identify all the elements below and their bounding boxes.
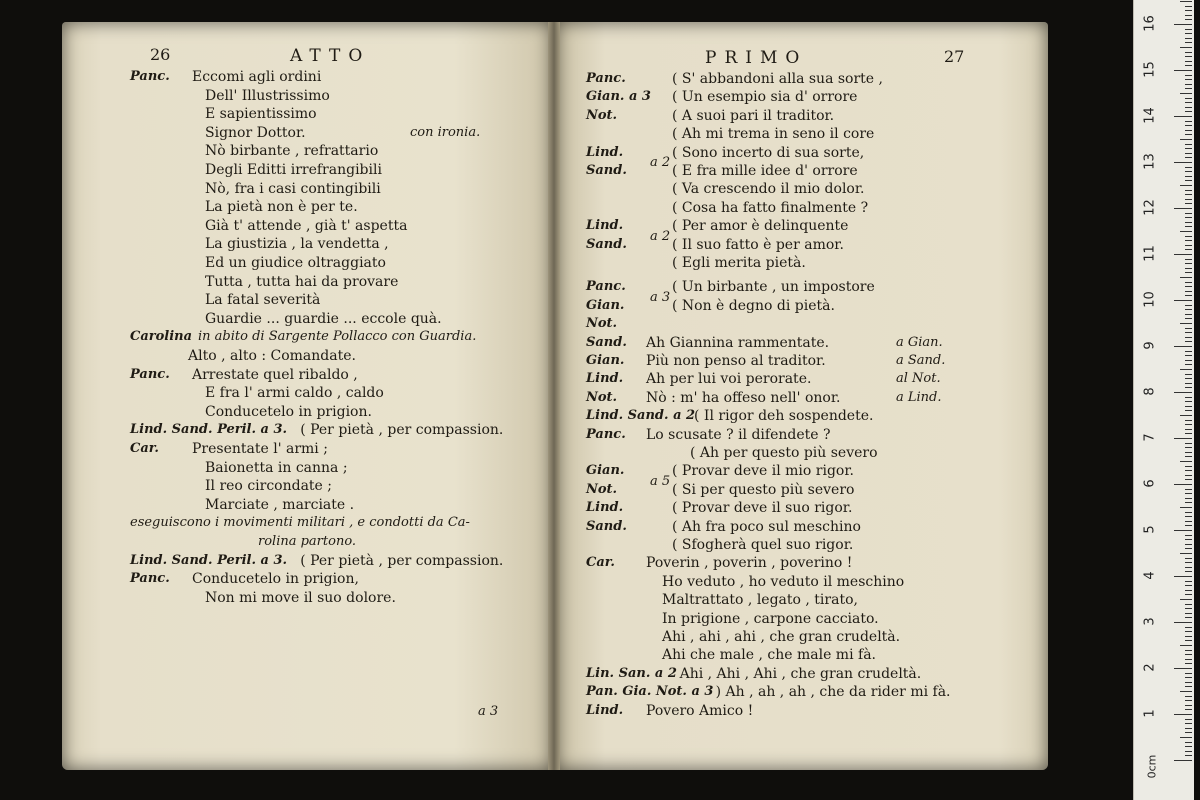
verse-line: Ah Giannina rammentate. bbox=[646, 334, 830, 351]
ruler-tick bbox=[1180, 323, 1192, 324]
ruler-tick bbox=[1185, 364, 1192, 365]
ruler-tick bbox=[1174, 714, 1192, 715]
ruler-tick bbox=[1185, 705, 1192, 706]
verse-line: Ahi che male , che male mi fà. bbox=[662, 647, 876, 664]
ruler-tick bbox=[1185, 337, 1192, 338]
speaker-label: Gian. bbox=[586, 353, 625, 368]
ruler-tick bbox=[1174, 576, 1192, 577]
ruler-tick bbox=[1185, 539, 1192, 540]
ruler-number: 11 bbox=[1142, 245, 1158, 262]
ruler-number: 1 bbox=[1142, 709, 1158, 718]
ruler-tick bbox=[1185, 6, 1192, 7]
ruler-tick bbox=[1185, 222, 1192, 223]
ruler-tick bbox=[1185, 397, 1192, 398]
ruler-tick bbox=[1180, 645, 1192, 646]
ruler-tick bbox=[1185, 190, 1192, 191]
verse-line: Già t' attende , già t' aspetta bbox=[205, 217, 408, 234]
speaker-label: Lin. San. a 2 bbox=[586, 665, 677, 681]
ruler-tick bbox=[1185, 61, 1192, 62]
speaker-label: Gian. a 3 bbox=[586, 89, 651, 105]
ruler-tick bbox=[1185, 318, 1192, 319]
ruler-tick bbox=[1185, 581, 1192, 582]
ruler-tick bbox=[1185, 125, 1192, 126]
verse-line: Alto , alto : Comandate. bbox=[188, 348, 356, 364]
verse-line: ( Non è degno di pietà. bbox=[672, 297, 835, 314]
ruler-tick bbox=[1185, 410, 1192, 411]
speaker-label: Car. bbox=[130, 441, 159, 456]
ruler-number: 14 bbox=[1142, 107, 1158, 124]
verse-line: La fatal severità bbox=[205, 292, 321, 309]
ruler-tick bbox=[1185, 226, 1192, 227]
ruler-tick bbox=[1174, 438, 1192, 439]
ruler-tick bbox=[1185, 19, 1192, 20]
ruler-tick bbox=[1174, 24, 1192, 25]
ruler-tick bbox=[1174, 346, 1192, 347]
ruler-tick bbox=[1185, 88, 1192, 89]
verse-line: ( Provar deve il suo rigor. bbox=[672, 500, 853, 517]
book-gutter bbox=[548, 22, 560, 770]
ruler-tick bbox=[1185, 677, 1192, 678]
verse-line: ( E fra mille idee d' orrore bbox=[672, 163, 858, 179]
ruler-tick bbox=[1185, 613, 1192, 614]
speaker-label: Gian. bbox=[586, 297, 625, 313]
signature-mark: a 3 bbox=[478, 704, 499, 719]
ensemble-marker: a 3 bbox=[650, 289, 671, 305]
ruler-tick bbox=[1185, 29, 1192, 30]
verse-line: Baionetta in canna ; bbox=[205, 459, 348, 476]
speaker-label: Lind. Sand. a 2 bbox=[586, 408, 696, 424]
ruler-tick bbox=[1185, 548, 1192, 549]
speaker-label: Carolina bbox=[130, 329, 193, 345]
ruler-tick bbox=[1185, 144, 1192, 145]
ruler-tick bbox=[1185, 470, 1192, 471]
ruler-tick bbox=[1185, 406, 1192, 407]
ruler-tick bbox=[1185, 590, 1192, 591]
speaker-label: Sand. bbox=[586, 163, 627, 178]
verse-line: Maltrattato , legato , tirato, bbox=[662, 592, 858, 609]
ruler-tick bbox=[1185, 512, 1192, 513]
verse-line: ( Sono incerto di sua sorte, bbox=[672, 144, 865, 161]
speaker-label: Lind. Sand. Peril. a 3. bbox=[130, 422, 288, 438]
ruler-tick bbox=[1185, 433, 1192, 434]
ruler-tick bbox=[1174, 668, 1192, 669]
speaker-label: Panc. bbox=[130, 69, 170, 84]
ruler-tick bbox=[1185, 567, 1192, 568]
ruler-tick bbox=[1185, 194, 1192, 195]
ruler-tick bbox=[1185, 171, 1192, 172]
verse-line: ( Un birbante , un impostore bbox=[672, 279, 875, 296]
ruler-tick bbox=[1185, 696, 1192, 697]
ruler-tick bbox=[1185, 663, 1192, 664]
verse-line: Ed un giudice oltraggiato bbox=[205, 255, 386, 271]
speaker-label: Not. bbox=[586, 316, 618, 332]
ruler-tick bbox=[1185, 107, 1192, 108]
ruler-tick bbox=[1185, 746, 1192, 747]
ruler-tick bbox=[1185, 479, 1192, 480]
verse-line: ( Ah mi trema in seno il core bbox=[672, 126, 875, 143]
speaker-label: Lind. bbox=[586, 371, 624, 387]
ruler-number: 5 bbox=[1142, 525, 1158, 534]
stage-direction: al Not. bbox=[896, 371, 941, 387]
ruler-tick bbox=[1185, 56, 1192, 57]
verse-line: ( Il rigor deh sospendete. bbox=[694, 408, 874, 425]
ruler-tick bbox=[1185, 456, 1192, 457]
ruler-tick bbox=[1185, 38, 1192, 39]
ruler-number: 15 bbox=[1142, 61, 1158, 78]
ruler-tick bbox=[1185, 236, 1192, 237]
ruler-tick bbox=[1180, 47, 1192, 48]
ruler-number: 10 bbox=[1142, 291, 1158, 308]
verse-line: Ahi , Ahi , Ahi , che gran crudeltà. bbox=[679, 665, 922, 682]
ruler-number: 6 bbox=[1142, 479, 1158, 488]
ruler-tick bbox=[1185, 608, 1192, 609]
ruler-tick bbox=[1180, 93, 1192, 94]
verse-line: ( Il suo fatto è per amor. bbox=[672, 236, 844, 253]
ruler-tick bbox=[1185, 263, 1192, 264]
ruler-tick bbox=[1185, 659, 1192, 660]
ruler-tick bbox=[1185, 516, 1192, 517]
ruler-tick bbox=[1185, 466, 1192, 467]
verse-line: Ho veduto , ho veduto il meschino bbox=[662, 573, 905, 590]
ruler-tick bbox=[1185, 502, 1192, 503]
ruler-tick bbox=[1185, 351, 1192, 352]
verse-line: Nò : m' ha offeso nell' onor. bbox=[646, 389, 841, 406]
ruler-tick bbox=[1185, 723, 1192, 724]
ruler-tick bbox=[1185, 314, 1192, 315]
ruler-tick bbox=[1185, 401, 1192, 402]
verse-line: Nò, fra i casi contingibili bbox=[205, 180, 381, 197]
speaker-label: Lind. bbox=[586, 500, 624, 516]
ruler-tick bbox=[1180, 553, 1192, 554]
speaker-label: Sand. bbox=[586, 518, 627, 534]
ruler-tick bbox=[1185, 374, 1192, 375]
ruler-tick bbox=[1185, 153, 1192, 154]
verse-line: E fra l' armi caldo , caldo bbox=[205, 385, 384, 402]
speaker-label: Panc. bbox=[586, 279, 626, 295]
ruler-tick bbox=[1185, 654, 1192, 655]
speaker-label: Lind. Sand. Peril. a 3. bbox=[130, 552, 288, 568]
ruler-tick bbox=[1185, 452, 1192, 453]
ruler-tick bbox=[1180, 737, 1192, 738]
speaker-label: Not. bbox=[586, 481, 618, 497]
ruler-tick bbox=[1185, 102, 1192, 103]
ensemble-marker: a 2 bbox=[650, 155, 671, 170]
ruler-tick bbox=[1185, 594, 1192, 595]
verse-line: ( S' abbandoni alla sua sorte , bbox=[672, 71, 883, 87]
ruler-tick bbox=[1185, 360, 1192, 361]
ruler-number: 7 bbox=[1142, 433, 1158, 442]
ruler-tick bbox=[1185, 355, 1192, 356]
ruler-tick bbox=[1185, 328, 1192, 329]
ruler-tick bbox=[1185, 167, 1192, 168]
ruler-tick bbox=[1180, 415, 1192, 416]
speaker-label: Panc. bbox=[130, 571, 170, 587]
verse-line: ( Si per questo più severo bbox=[672, 481, 855, 498]
ruler-tick bbox=[1180, 599, 1192, 600]
ruler-tick bbox=[1185, 42, 1192, 43]
ruler-tick bbox=[1185, 709, 1192, 710]
ruler-unit-label: 0cm bbox=[1145, 754, 1159, 779]
ruler-tick bbox=[1185, 121, 1192, 122]
ruler-tick bbox=[1180, 691, 1192, 692]
ruler-tick bbox=[1185, 755, 1192, 756]
ruler-tick bbox=[1185, 309, 1192, 310]
measurement-ruler bbox=[1133, 0, 1194, 800]
ruler-number: 3 bbox=[1142, 617, 1158, 626]
ruler-tick bbox=[1185, 305, 1192, 306]
ruler-tick bbox=[1185, 383, 1192, 384]
verse-line: ( Ah fra poco sul meschino bbox=[672, 518, 861, 535]
ruler-tick bbox=[1185, 493, 1192, 494]
speaker-label: Not. bbox=[586, 389, 618, 405]
ruler-tick bbox=[1185, 443, 1192, 444]
ruler-tick bbox=[1185, 424, 1192, 425]
verse-line: E sapientissimo bbox=[205, 106, 317, 123]
verse-line: Povero Amico ! bbox=[646, 702, 754, 719]
speaker-label: Gian. bbox=[586, 463, 625, 479]
ruler-tick bbox=[1174, 622, 1192, 623]
ruler-tick bbox=[1185, 636, 1192, 637]
verse-line: Eccomi agli ordini bbox=[192, 69, 322, 85]
ruler-tick bbox=[1185, 525, 1192, 526]
ruler-tick bbox=[1185, 52, 1192, 53]
verse-line: Poverin , poverin , poverino ! bbox=[646, 555, 853, 572]
left-page-header: ATTO bbox=[290, 46, 371, 66]
left-page-number: 26 bbox=[150, 45, 171, 64]
stage-direction: a Lind. bbox=[896, 389, 942, 405]
ruler-tick bbox=[1185, 378, 1192, 379]
stage-direction: a Sand. bbox=[896, 353, 946, 368]
ruler-tick bbox=[1185, 10, 1192, 11]
ruler-tick bbox=[1185, 673, 1192, 674]
verse-line: ( Sfogherà quel suo rigor. bbox=[672, 537, 854, 553]
stage-direction: a Gian. bbox=[896, 334, 943, 350]
speaker-label: Lind. bbox=[586, 702, 624, 718]
ruler-tick bbox=[1185, 604, 1192, 605]
ruler-tick bbox=[1185, 650, 1192, 651]
ruler-tick bbox=[1180, 139, 1192, 140]
ruler-tick bbox=[1185, 627, 1192, 628]
ruler-tick bbox=[1185, 249, 1192, 250]
ruler-tick bbox=[1185, 429, 1192, 430]
ruler-tick bbox=[1185, 176, 1192, 177]
ruler-tick bbox=[1174, 530, 1192, 531]
ruler-tick bbox=[1185, 447, 1192, 448]
ruler-tick bbox=[1185, 199, 1192, 200]
ruler-tick bbox=[1185, 332, 1192, 333]
ruler-tick bbox=[1180, 277, 1192, 278]
right-page-header: PRIMO bbox=[705, 48, 808, 68]
ruler-tick bbox=[1185, 259, 1192, 260]
ruler-tick bbox=[1185, 203, 1192, 204]
verse-line: ( Ah per questo più severo bbox=[690, 445, 878, 461]
ruler-tick bbox=[1185, 213, 1192, 214]
ruler-tick bbox=[1185, 84, 1192, 85]
ruler-tick bbox=[1174, 162, 1192, 163]
ruler-number: 9 bbox=[1142, 341, 1158, 350]
verse-line: Il reo circondate ; bbox=[205, 478, 332, 495]
verse-line: ( Un esempio sia d' orrore bbox=[672, 89, 858, 106]
verse-line: ( Per pietà , per compassion. bbox=[300, 552, 504, 569]
verse-line: In prigione , carpone cacciato. bbox=[662, 610, 879, 627]
ruler-tick bbox=[1185, 295, 1192, 296]
ruler-tick bbox=[1185, 558, 1192, 559]
ruler-tick bbox=[1185, 700, 1192, 701]
speaker-label: Lind. bbox=[586, 144, 624, 160]
ruler-tick bbox=[1185, 65, 1192, 66]
ruler-number: 8 bbox=[1142, 387, 1158, 396]
ruler-tick bbox=[1180, 507, 1192, 508]
ruler-tick bbox=[1185, 15, 1192, 16]
verse-line: in abito di Sargente Pollacco con Guardia. bbox=[198, 329, 477, 345]
ruler-number: 13 bbox=[1142, 153, 1158, 170]
ruler-tick bbox=[1185, 79, 1192, 80]
verse-line: Tutta , tutta hai da provare bbox=[205, 273, 399, 290]
ensemble-marker: a 5 bbox=[650, 473, 671, 489]
ruler-tick bbox=[1185, 130, 1192, 131]
ruler-tick bbox=[1174, 116, 1192, 117]
ruler-tick bbox=[1185, 268, 1192, 269]
speaker-label: Car. bbox=[586, 555, 615, 571]
verse-line: Signor Dottor. bbox=[205, 124, 306, 141]
ruler-tick bbox=[1185, 535, 1192, 536]
verse-line: eseguiscono i movimenti militari , e condotti da Ca- bbox=[130, 515, 470, 531]
ruler-tick bbox=[1185, 272, 1192, 273]
verse-line: Più non penso al traditor. bbox=[646, 353, 826, 369]
speaker-label: Not. bbox=[586, 107, 618, 123]
speaker-label: Sand. bbox=[586, 236, 627, 252]
verse-line: ( Cosa ha fatto finalmente ? bbox=[672, 199, 869, 216]
ruler-tick bbox=[1185, 631, 1192, 632]
ruler-tick bbox=[1185, 682, 1192, 683]
verse-line: ( Va crescendo il mio dolor. bbox=[672, 181, 865, 198]
ruler-tick bbox=[1185, 217, 1192, 218]
verse-line: Dell' Illustrissimo bbox=[205, 87, 330, 104]
ruler-tick bbox=[1185, 544, 1192, 545]
verse-line: Non mi move il suo dolore. bbox=[205, 589, 396, 606]
ruler-tick bbox=[1185, 640, 1192, 641]
ruler-tick bbox=[1185, 387, 1192, 388]
ruler-number: 12 bbox=[1142, 199, 1158, 216]
ruler-tick bbox=[1185, 521, 1192, 522]
ruler-tick bbox=[1185, 732, 1192, 733]
verse-line: Conducetelo in prigion. bbox=[205, 403, 372, 420]
verse-line: ( Per amor è delinquente bbox=[672, 218, 849, 235]
ruler-tick bbox=[1185, 245, 1192, 246]
ruler-tick bbox=[1185, 180, 1192, 181]
verse-line: La pietà non è per te. bbox=[205, 199, 358, 216]
verse-line: ( A suoi pari il traditor. bbox=[672, 107, 835, 124]
verse-line: Arrestate quel ribaldo , bbox=[192, 366, 358, 383]
ruler-tick bbox=[1185, 742, 1192, 743]
verse-line: Guardie ... guardie ... eccole quà. bbox=[205, 310, 442, 327]
right-page-number: 27 bbox=[944, 47, 965, 66]
ruler-tick bbox=[1185, 571, 1192, 572]
ruler-tick bbox=[1185, 420, 1192, 421]
speaker-label: Panc. bbox=[130, 366, 170, 382]
ruler-tick bbox=[1185, 286, 1192, 287]
ruler-tick bbox=[1185, 617, 1192, 618]
speaker-label: Lind. bbox=[586, 218, 624, 234]
ruler-tick bbox=[1185, 751, 1192, 752]
verse-line: Presentate l' armi ; bbox=[192, 441, 328, 457]
verse-line: ( Per pietà , per compassion. bbox=[300, 422, 504, 439]
ruler-tick bbox=[1180, 231, 1192, 232]
ruler-tick bbox=[1180, 185, 1192, 186]
ensemble-marker: a 2 bbox=[650, 228, 671, 244]
ruler-tick bbox=[1185, 98, 1192, 99]
ruler-tick bbox=[1185, 134, 1192, 135]
ruler-tick bbox=[1185, 341, 1192, 342]
speaker-label: Panc. bbox=[586, 426, 626, 442]
ruler-tick bbox=[1185, 148, 1192, 149]
speaker-label: Panc. bbox=[586, 71, 626, 86]
ruler-tick bbox=[1174, 208, 1192, 209]
ruler-tick bbox=[1185, 728, 1192, 729]
verse-line: ( Provar deve il mio rigor. bbox=[672, 463, 854, 480]
verse-line: Ahi , ahi , ahi , che gran crudeltà. bbox=[662, 629, 901, 645]
verse-line: Degli Editti irrefrangibili bbox=[205, 162, 382, 178]
ruler-tick bbox=[1174, 760, 1192, 761]
ruler-tick bbox=[1185, 240, 1192, 241]
stage-direction: con ironia. bbox=[410, 124, 481, 140]
ruler-number: 2 bbox=[1142, 663, 1158, 672]
ruler-tick bbox=[1185, 111, 1192, 112]
ruler-tick bbox=[1185, 585, 1192, 586]
ruler-tick bbox=[1185, 489, 1192, 490]
ruler-tick bbox=[1185, 75, 1192, 76]
verse-line: ( Egli merita pietà. bbox=[672, 255, 806, 271]
speaker-label: Pan. Gia. Not. a 3 bbox=[586, 684, 714, 700]
ruler-tick bbox=[1185, 157, 1192, 158]
ruler-tick bbox=[1185, 498, 1192, 499]
verse-line: Ah per lui voi perorate. bbox=[646, 371, 812, 388]
verse-line: Lo scusate ? il difendete ? bbox=[646, 426, 831, 443]
verse-line: La giustizia , la vendetta , bbox=[205, 236, 389, 253]
ruler-tick bbox=[1185, 475, 1192, 476]
ruler-tick bbox=[1185, 719, 1192, 720]
ruler-tick bbox=[1180, 1, 1192, 2]
ruler-tick bbox=[1174, 392, 1192, 393]
verse-line: Marciate , marciate . bbox=[205, 496, 355, 513]
ruler-tick bbox=[1185, 291, 1192, 292]
verse-line: Conducetelo in prigion, bbox=[192, 571, 359, 588]
speaker-label: Sand. bbox=[586, 334, 627, 350]
ruler-tick bbox=[1185, 282, 1192, 283]
ruler-tick bbox=[1180, 461, 1192, 462]
ruler-tick bbox=[1180, 369, 1192, 370]
verse-line: rolina partono. bbox=[258, 534, 357, 549]
verse-line: ) Ah , ah , ah , che da rider mi fà. bbox=[715, 684, 951, 701]
ruler-number: 16 bbox=[1142, 15, 1158, 32]
ruler-tick bbox=[1185, 686, 1192, 687]
ruler-tick bbox=[1174, 484, 1192, 485]
ruler-tick bbox=[1174, 254, 1192, 255]
ruler-number: 4 bbox=[1142, 571, 1158, 580]
ruler-tick bbox=[1185, 33, 1192, 34]
ruler-tick bbox=[1174, 300, 1192, 301]
ruler-tick bbox=[1185, 562, 1192, 563]
ruler-tick bbox=[1174, 70, 1192, 71]
verse-line: Nò birbante , refrattario bbox=[205, 143, 379, 160]
